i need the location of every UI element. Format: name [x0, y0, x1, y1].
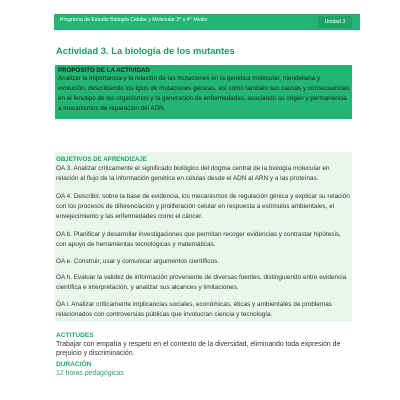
- purpose-heading: PROPÓSITO DE LA ACTIVIDAD: [58, 67, 150, 74]
- attitudes-line: Trabajar con empatía y respeto en el contexto de la diversidad, eliminando toda expresión de: [56, 341, 341, 348]
- duration-heading: DURACIÓN: [56, 361, 92, 368]
- objective-line: con apoyo de herramientas tecnológicas y matemáticas.: [56, 241, 216, 248]
- header-title: Programa de Estudio Biología Celular y Molecular 3° o 4° Medio: [60, 17, 208, 23]
- purpose-line: evolución, describiendo los tipos de mutaciones génicas, así como también sus causas y consecuencias: [58, 85, 350, 92]
- objective-line: relacionados con controversias públicas que involucran ciencia y tecnología.: [56, 311, 273, 318]
- attitudes-line: prejuicio y discriminación.: [56, 350, 135, 357]
- purpose-line: en el fenotipo de los organismos y la generación de enfermedades, asociando su origen y permanencia: [58, 95, 347, 102]
- attitudes-heading: ACTITUDES: [56, 332, 94, 339]
- duration-value: 12 horas pedagógicas: [56, 370, 124, 377]
- objective-line: relación al flujo de la información genética en células desde el ADN al ARN y a las proteínas.: [56, 175, 319, 182]
- objective-line: OA i. Analizar críticamente implicancias sociales, económicas, éticas y ambientales de problemas: [56, 301, 332, 308]
- objective-line: científica e interpretación, y analizar sus alcances y limitaciones.: [56, 284, 239, 291]
- activity-title: Actividad 3. La biología de los mutantes: [56, 45, 235, 56]
- objective-line: OA h. Evaluar la validez de información proveniente de diversas fuentes, distinguiendo entre evidencia: [56, 274, 347, 281]
- objective-line: con los procesos de diferenciación y proliferación celular en respuesta a estímulos ambientales, el: [56, 203, 335, 210]
- objective-line: envejecimiento y las enfermedades como el cáncer.: [56, 213, 203, 220]
- objective-line: OA b. Planificar y desarrollar investigaciones que permitan recoger evidencias y contrastar hipótesis,: [56, 231, 341, 238]
- objective-line: OA e. Construir, usar y comunicar argumentos científicos.: [56, 258, 220, 265]
- purpose-line: Analizar la importancia y la relación de las mutaciones en la genética molecular, mendeliana y: [58, 75, 321, 82]
- objectives-heading: OBJETIVOS DE APRENDIZAJE: [56, 156, 147, 163]
- objective-line: OA 3. Analizar críticamente el significado biológico del dogma central de la biología molecular en: [56, 165, 330, 172]
- objective-line: OA 4. Describir, sobre la base de evidencia, los mecanismos de regulación génica y explicar su relación: [56, 193, 350, 200]
- purpose-line: a mecanismos de reparación del ADN.: [58, 105, 166, 112]
- purpose-box: [55, 65, 352, 119]
- unit-label: Unidad 3: [324, 19, 346, 25]
- unit-badge: [318, 16, 352, 28]
- page-header: [0, 0, 400, 40]
